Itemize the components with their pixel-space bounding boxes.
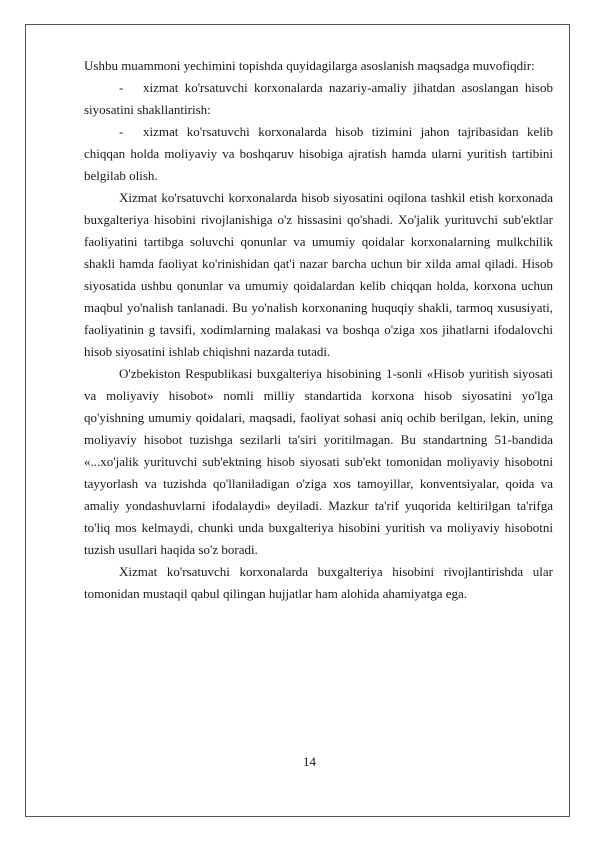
body-paragraph-3: Xizmat ko'rsatuvchi korxonalarda buxgalteriya hisobini rivojlantirishda ular tomonidan mustaqil qabul qilingan hujjatlar ham alohida ahamiyatga ega.	[84, 564, 553, 601]
intro-paragraph: Ushbu muammoni yechimini topishda quyidagilarga asoslanish maqsadga muvofiqdir:	[84, 58, 535, 73]
page-number: 14	[303, 754, 316, 769]
bullet-text: xizmat ko'rsatuvchi korxonalarda nazariy-amaliy jihatdan asoslangan hisob siyosatini shakllantirish:	[84, 80, 553, 117]
bullet-text: xizmat ko'rsatuvchi korxonalarda hisob tizimini jahon tajribasidan kelib chiqqan holda moliyaviy va boshqaruv hisobiga ajratish hamda ularni yuritish tartibini belgilab olish.	[84, 124, 553, 183]
bullet-dash: -	[119, 124, 124, 139]
bullet-dash: -	[119, 80, 124, 95]
bullet-item-1	[84, 77, 553, 121]
body-paragraph-1: Xizmat ko'rsatuvchi korxonalarda hisob siyosatini oqilona tashkil etish korxonada buxgalteriya hisobini rivojlanishiga o'z hissasini qo'shadi. Xo'jalik yurituvchi sub'ektlar faoliyatini tartibga soluvchi qonunlar va umumiy qoidalar korxonalarning mulkchilik shakli hamda faoliyat ko'rinishidan qat'i nazar barcha uchun bir xilda amal qiladi. Hisob siyosatida ushbu qonunlar va umumiy qoidalardan kelib chiqqan holda, korxona uchun maqbul yo'nalish tanlanadi. Bu yo'nalish korxonaning huquqiy shakli, tarmoq xususiyati, faoliyatinin g tavsifi, xodimlarning malakasi va boshqa o'ziga xos jihatlarni ifodalovchi hisob siyosatini ishlab chiqishni nazarda tutadi.	[84, 190, 553, 359]
document-body	[84, 55, 553, 605]
bullet-item-2	[84, 121, 553, 187]
body-paragraph-2: O'zbekiston Respublikasi buxgalteriya hisobining 1-sonli «Hisob yuritish siyosati va moliyaviy hisobot» nomli milliy standartida korxona hisob siyosatini yo'lga qo'yishning umumiy qoidalari, maqsadi, faoliyat sohasi aniq ochib berilgan, lekin, uning moliyaviy hisobot tuzishga sezilarli ta'siri yoritilmagan. Bu standartning 51-bandida «...xo'jalik yurituvchi sub'ektning hisob siyosati sub'ekt tomonidan moliyaviy hisobotni tayyorlash va tuzishda qo'llaniladigan o'ziga xos tamoyillar, konventsiyalar, qoida va amaliy yondashuvlarni ifodalaydi» deyiladi. Mazkur ta'rif yuqorida keltirilgan ta'rifga to'liq mos kelmaydi, chunki unda buxgalteriya hisobini yuritish va moliyaviy hisobotni tuzish usullari haqida so'z boradi.	[84, 366, 553, 557]
